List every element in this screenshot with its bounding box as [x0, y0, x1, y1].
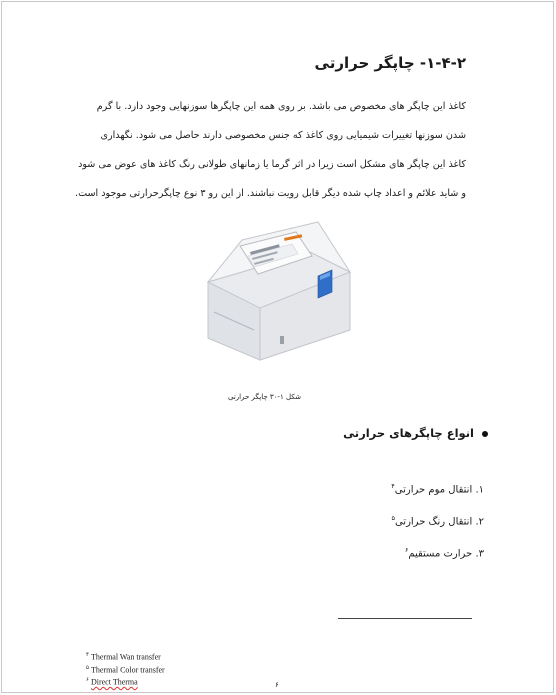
- paragraph-line: و شاید علائم و اعداد چاپ شده دیگر قابل رویت نباشند. از این رو ۳ نوع چاپگرحرارتی موجود است.: [75, 188, 466, 199]
- page-number: ۶: [275, 681, 279, 689]
- footnote-divider: [338, 618, 472, 619]
- list-text: انتقال موم حرارتی: [394, 484, 473, 496]
- footnote-marker: ۶: [86, 677, 89, 684]
- body-paragraph: [75, 92, 466, 208]
- list-text: انتقال رنگ حرارتی: [394, 516, 473, 528]
- footnote: [86, 650, 165, 663]
- list-number: ۲.: [475, 516, 484, 528]
- section-heading: ۱-۴-۲- چاپگر حرارتی: [314, 54, 466, 72]
- list-item: [391, 514, 484, 527]
- footnote-ref: ۵: [391, 514, 395, 522]
- figure-caption: شکل ۱-۳۰ چاپگر حرارتی: [228, 393, 301, 401]
- subheading-text: انواع چاپگرهای حرارتی: [343, 426, 474, 440]
- list-item: [405, 546, 484, 559]
- footnote-ref: ۶: [404, 546, 409, 554]
- list-number: ۱.: [475, 484, 484, 496]
- list-text: حرارت مستقیم: [408, 548, 473, 560]
- footnote-text: Thermal Wan transfer: [90, 652, 161, 662]
- paragraph-line: شدن سوزنها تغییرات شیمیایی روی کاغذ که جنس مخصوصی دارند حاصل می شود. نگهداری: [100, 130, 466, 141]
- list-item: [391, 482, 484, 495]
- footnotes: [86, 650, 165, 688]
- footnote-text: Direct Therma: [90, 677, 138, 687]
- footnote-ref: ۴: [391, 482, 395, 490]
- paragraph-line: کاغذ این چاپگر های مخصوص می باشد. بر روی همه این چاپگرها سوزنهایی وجود دارد. با گرم: [96, 101, 466, 112]
- footnote: [86, 675, 165, 688]
- subheading: [343, 426, 488, 440]
- footnote: [86, 663, 165, 676]
- list-number: ۳.: [475, 548, 484, 560]
- bullet-icon: [482, 431, 488, 437]
- footnote-text: Thermal Color transfer: [90, 665, 165, 675]
- footnote-marker: ۵: [86, 664, 89, 671]
- footnote-marker: ۴: [86, 652, 89, 658]
- thermal-printer-image: [200, 212, 355, 362]
- paragraph-line: کاغذ این چاپگر های مشکل است زیرا در اثر گرما یا زمانهای طولانی رنگ کاغذ های عوض می شود: [78, 159, 466, 170]
